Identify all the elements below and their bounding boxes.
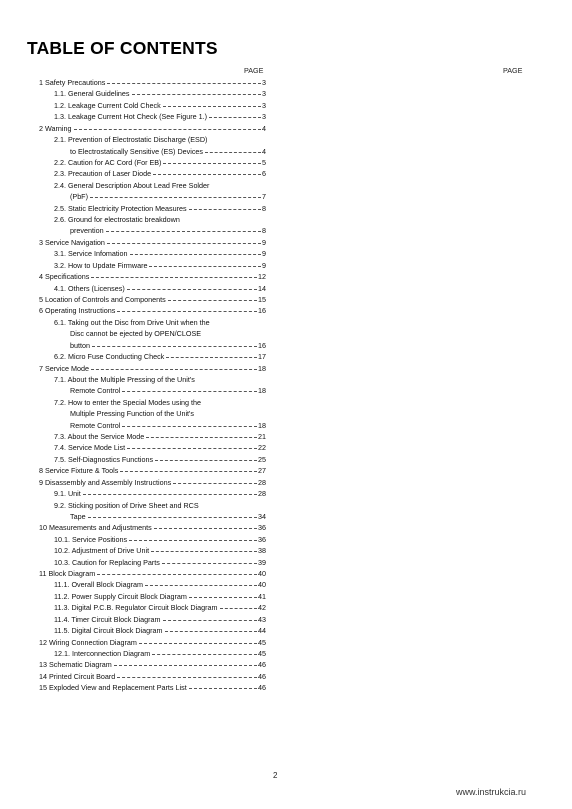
toc-entry-label: 11.4. Timer Circuit Block Diagram xyxy=(54,614,161,624)
toc-entry[interactable] xyxy=(54,283,266,294)
toc-entry-page: 18 xyxy=(258,386,266,396)
toc-entry[interactable] xyxy=(54,534,266,545)
toc-entry[interactable] xyxy=(54,317,266,328)
toc-entry-page: 40 xyxy=(258,580,266,590)
toc-leader-dots xyxy=(166,351,257,358)
toc-entry[interactable] xyxy=(39,363,266,374)
toc-leader-dots xyxy=(139,637,257,644)
toc-entry-page: 16 xyxy=(258,306,266,316)
toc-leader-dots xyxy=(117,671,257,678)
toc-entry-page: 28 xyxy=(258,489,266,499)
toc-entry-label: 1.2. Leakage Current Cold Check xyxy=(54,100,161,110)
toc-leader-dots xyxy=(189,682,257,689)
toc-entry[interactable] xyxy=(54,134,266,145)
toc-entry-label: 3 Service Navigation xyxy=(39,237,105,247)
toc-leader-dots xyxy=(209,111,261,118)
toc-entry-page: 7 xyxy=(262,192,266,202)
toc-entry[interactable] xyxy=(39,637,266,648)
toc-entry-label: 13 Schematic Diagram xyxy=(39,660,112,670)
toc-leader-dots xyxy=(107,77,261,84)
toc-entry-page: 41 xyxy=(258,591,266,601)
toc-entry-label: 2.2. Caution for AC Cord (For EB) xyxy=(54,157,162,167)
toc-leader-dots xyxy=(91,271,257,278)
toc-entry-label: 2.3. Precaution of Laser Diode xyxy=(54,169,152,179)
toc-entry-page: 6 xyxy=(262,169,266,179)
page-title: TABLE OF CONTENTS xyxy=(27,38,218,58)
toc-entry-label: prevention xyxy=(70,226,104,236)
toc-entry-label: 5 Location of Controls and Components xyxy=(39,294,166,304)
toc-entry[interactable] xyxy=(54,214,266,225)
toc-entry-label: 14 Printed Circuit Board xyxy=(39,671,116,681)
toc-entry-label: 6.2. Micro Fuse Conducting Check xyxy=(54,352,165,362)
toc-entry[interactable] xyxy=(39,294,266,305)
toc-entry-label: 9 Disassembly and Assembly Instructions xyxy=(39,477,172,487)
toc-entry-page: 45 xyxy=(258,649,266,658)
toc-entry-page: 45 xyxy=(258,637,266,647)
toc-entry[interactable] xyxy=(70,191,266,202)
toc-leader-dots xyxy=(129,534,257,541)
toc-leader-dots xyxy=(106,225,261,232)
toc-entry-label: Disc cannot be ejected by OPEN/CLOSE xyxy=(70,329,202,339)
toc-entry-label: 2.4. General Description About Lead Free Solder xyxy=(54,180,210,190)
toc-leader-dots xyxy=(163,614,257,621)
toc-entry-page: 3 xyxy=(262,100,266,110)
toc-leader-dots xyxy=(155,454,257,461)
toc-entry-page: 8 xyxy=(262,203,266,213)
toc-leader-dots xyxy=(97,568,257,575)
toc-leader-dots xyxy=(165,625,257,632)
toc-entry-label: 7.1. About the Multiple Pressing of the Unit's xyxy=(54,374,195,384)
toc-entry-label: 9.2. Sticking position of Drive Sheet and RCS xyxy=(54,500,199,510)
toc-entry[interactable] xyxy=(54,488,266,499)
toc-entry[interactable] xyxy=(39,305,266,316)
toc-entry-label: 11.5. Digital Circuit Block Diagram xyxy=(54,626,163,636)
toc-entry-label: 10.2. Adjustment of Drive Unit xyxy=(54,546,150,556)
toc-entry-label: 12.1. Interconnection Diagram xyxy=(54,649,151,658)
toc-entry[interactable] xyxy=(70,408,266,419)
toc-leader-dots xyxy=(152,648,257,655)
toc-leader-dots xyxy=(168,294,257,301)
toc-leader-dots xyxy=(162,557,257,564)
toc-entry-label: 11.1. Overall Block Diagram xyxy=(54,580,143,590)
toc-entry-label: 2.5. Static Electricity Protection Measures xyxy=(54,203,187,213)
toc-entry[interactable] xyxy=(39,465,266,476)
toc-entry[interactable] xyxy=(54,579,266,590)
toc-entry-page: 12 xyxy=(258,272,266,282)
toc-leader-dots xyxy=(205,146,261,153)
toc-leader-dots xyxy=(146,431,257,438)
toc-leader-dots xyxy=(189,591,257,598)
toc-entry-label: 7.4. Service Mode List xyxy=(54,443,126,453)
toc-entry-page: 38 xyxy=(258,546,266,556)
toc-entry-label: to Electrostatically Sensitive (ES) Devices xyxy=(70,146,204,156)
toc-entry-page: 9 xyxy=(262,249,266,259)
toc-entry-page: 34 xyxy=(258,511,266,521)
toc-entry-page: 8 xyxy=(262,226,266,236)
toc-entry-label: 6.1. Taking out the Disc from Drive Unit when the xyxy=(54,317,210,327)
toc-leader-dots xyxy=(220,602,257,609)
toc-leader-dots xyxy=(163,157,261,164)
toc-entry-page: 4 xyxy=(262,146,266,156)
toc-entry[interactable] xyxy=(70,420,266,431)
toc-entry[interactable] xyxy=(39,659,266,670)
toc-entry[interactable] xyxy=(54,157,266,168)
toc-entry[interactable] xyxy=(54,351,266,362)
toc-entry-label: 1 Safety Precautions xyxy=(39,78,106,87)
page-column-header-right: PAGE xyxy=(503,66,523,75)
toc-entry-label: 2 Warning xyxy=(39,123,72,133)
toc-leader-dots xyxy=(154,522,257,529)
toc-entry-label: 10 Measurements and Adjustments xyxy=(39,523,152,533)
toc-leader-dots xyxy=(90,191,261,198)
page-number: 2 xyxy=(273,771,278,780)
toc-leader-dots xyxy=(127,283,257,290)
toc-entry[interactable] xyxy=(54,180,266,191)
toc-entry-label: 11.3. Digital P.C.B. Regulator Circuit Block Diagram xyxy=(54,603,218,613)
toc-entry-label: Tape xyxy=(70,511,86,521)
toc-entry[interactable] xyxy=(54,203,266,214)
toc-entry[interactable] xyxy=(70,328,266,339)
toc-entry-page: 3 xyxy=(262,89,266,99)
toc-entry[interactable] xyxy=(54,88,266,99)
toc-entry-label: button xyxy=(70,340,90,350)
toc-entry-page: 43 xyxy=(258,614,266,624)
toc-entry-label: 11.2. Power Supply Circuit Block Diagram xyxy=(54,591,187,601)
toc-leader-dots xyxy=(120,465,257,472)
toc-entry[interactable] xyxy=(39,123,266,134)
toc-leader-dots xyxy=(122,385,257,392)
toc-leader-dots xyxy=(92,340,257,347)
toc-entry[interactable] xyxy=(70,385,266,396)
toc-entry-label: 3.2. How to Update Firmware xyxy=(54,260,148,270)
toc-entry-page: 36 xyxy=(258,523,266,533)
toc-entry[interactable] xyxy=(54,625,266,636)
toc-entry[interactable] xyxy=(54,557,266,568)
toc-entry-label: Remote Control xyxy=(70,386,121,396)
toc-entry-page: 40 xyxy=(258,569,266,579)
toc-entry-label: 7.2. How to enter the Special Modes using the xyxy=(54,397,202,407)
toc-entry[interactable] xyxy=(39,271,266,282)
toc-entry[interactable] xyxy=(39,522,266,533)
toc-entry[interactable] xyxy=(70,225,266,236)
toc-leader-dots xyxy=(127,442,257,449)
toc-leader-dots xyxy=(122,420,257,427)
toc-entry-page: 17 xyxy=(258,352,266,362)
toc-entry-page: 9 xyxy=(262,237,266,247)
watermark: www.instrukcia.ru xyxy=(456,787,527,797)
toc-entry[interactable] xyxy=(39,77,266,88)
toc-entry-page: 9 xyxy=(262,260,266,270)
toc-entry-label: 2.6. Ground for electrostatic breakdown xyxy=(54,215,180,225)
toc-entry-label: 10.3. Caution for Replacing Parts xyxy=(54,557,160,567)
toc-leader-dots xyxy=(114,659,257,666)
toc-leader-dots xyxy=(149,260,261,267)
toc-leader-dots xyxy=(153,168,261,175)
toc-entry-label: 7 Service Mode xyxy=(39,363,89,373)
toc-entry-label: 7.5. Self-Diagnostics Functions xyxy=(54,454,154,464)
toc-entry-page: 27 xyxy=(258,466,266,476)
toc-leader-dots xyxy=(91,363,257,370)
toc-entry[interactable] xyxy=(39,671,266,682)
toc-entry-label: 4.1. Others (Licenses) xyxy=(54,283,125,293)
toc-entry-label: 8 Service Fixture & Tools xyxy=(39,466,119,476)
toc-entry-label: Remote Control xyxy=(70,420,121,430)
toc-leader-dots xyxy=(132,88,261,95)
toc-entry-page: 22 xyxy=(258,443,266,453)
toc-entry-label: 1.1. General Guidelines xyxy=(54,89,130,99)
toc-entry[interactable] xyxy=(54,591,266,602)
toc-entry-label: 11 Block Diagram xyxy=(39,569,96,579)
toc-entry[interactable] xyxy=(54,260,266,271)
toc-leader-dots xyxy=(83,488,257,495)
toc-leader-dots xyxy=(130,248,261,255)
toc-entry-page: 14 xyxy=(258,283,266,293)
toc-leader-dots xyxy=(88,511,257,518)
toc-entry-label: Multiple Pressing Function of the Unit's xyxy=(70,409,195,419)
toc-entry-page: 46 xyxy=(258,671,266,681)
toc-entry-page: 42 xyxy=(258,603,266,613)
toc-entry-page: 16 xyxy=(258,340,266,350)
toc-entry-page: 46 xyxy=(258,683,266,693)
toc-entry-label: 6 Operating Instructions xyxy=(39,306,116,316)
toc-leader-dots xyxy=(117,305,257,312)
toc-entry-page: 4 xyxy=(262,123,266,133)
toc-entry-label: 4 Specifications xyxy=(39,272,90,282)
toc-entry[interactable] xyxy=(54,374,266,385)
toc-entry[interactable] xyxy=(54,111,266,122)
toc-entry[interactable] xyxy=(54,454,266,465)
toc-entry-label: 12 Wiring Connection Diagram xyxy=(39,637,137,647)
toc-leader-dots xyxy=(151,545,257,552)
toc-entry-page: 3 xyxy=(262,112,266,122)
toc-entry-label: 15 Exploded View and Replacement Parts List xyxy=(39,683,187,693)
toc-entry[interactable] xyxy=(39,477,266,488)
toc-entry[interactable] xyxy=(54,545,266,556)
toc-entry-page: 5 xyxy=(262,157,266,167)
toc-entry[interactable] xyxy=(39,237,266,248)
toc-entry[interactable] xyxy=(70,146,266,157)
toc-entry-label: 9.1. Unit xyxy=(54,489,81,499)
toc-entry[interactable] xyxy=(54,397,266,408)
toc-entry-page: 21 xyxy=(258,432,266,442)
toc-entry-label: (PbF) xyxy=(70,192,88,202)
toc-entry[interactable] xyxy=(70,340,266,351)
toc-entry-label: 1.3. Leakage Current Hot Check (See Figure 1.) xyxy=(54,112,208,122)
toc-entry[interactable] xyxy=(54,100,266,111)
toc-entry-label: 2.1. Prevention of Electrostatic Discharge (ESD) xyxy=(54,135,208,145)
toc-entry-label: 7.3. About the Service Mode xyxy=(54,432,145,442)
toc-entry-page: 18 xyxy=(258,420,266,430)
page-column-header: PAGE xyxy=(244,66,264,75)
toc-entry[interactable] xyxy=(54,248,266,259)
toc-entry[interactable] xyxy=(54,168,266,179)
toc-entry-page: 18 xyxy=(258,363,266,373)
toc-leader-dots xyxy=(173,477,257,484)
toc-entry-label: 3.1. Service Infomation xyxy=(54,249,128,259)
toc-entry[interactable] xyxy=(70,511,266,522)
toc-entry-page: 46 xyxy=(258,660,266,670)
toc-entry[interactable] xyxy=(39,682,266,693)
toc-entry-page: 44 xyxy=(258,626,266,636)
toc-entry[interactable] xyxy=(39,568,266,579)
toc-entry[interactable] xyxy=(54,614,266,625)
toc-entry[interactable] xyxy=(54,442,266,453)
toc-leader-dots xyxy=(107,237,261,244)
toc-entry-page: 15 xyxy=(258,294,266,304)
toc-entry-page: 3 xyxy=(262,78,266,87)
toc-entry[interactable] xyxy=(54,431,266,442)
toc-leader-dots xyxy=(163,100,261,107)
toc-entry-page: 39 xyxy=(258,557,266,567)
toc-leader-dots xyxy=(145,579,257,586)
toc-leader-dots xyxy=(74,123,262,130)
toc-entry[interactable] xyxy=(54,500,266,511)
toc-leader-dots xyxy=(189,203,261,210)
toc-entry-page: 28 xyxy=(258,477,266,487)
toc-entry-page: 36 xyxy=(258,534,266,544)
toc-entry[interactable] xyxy=(54,648,266,659)
toc-entry-page: 25 xyxy=(258,454,266,464)
toc-entry-label: 10.1. Service Positions xyxy=(54,534,128,544)
toc-entry[interactable] xyxy=(54,602,266,613)
